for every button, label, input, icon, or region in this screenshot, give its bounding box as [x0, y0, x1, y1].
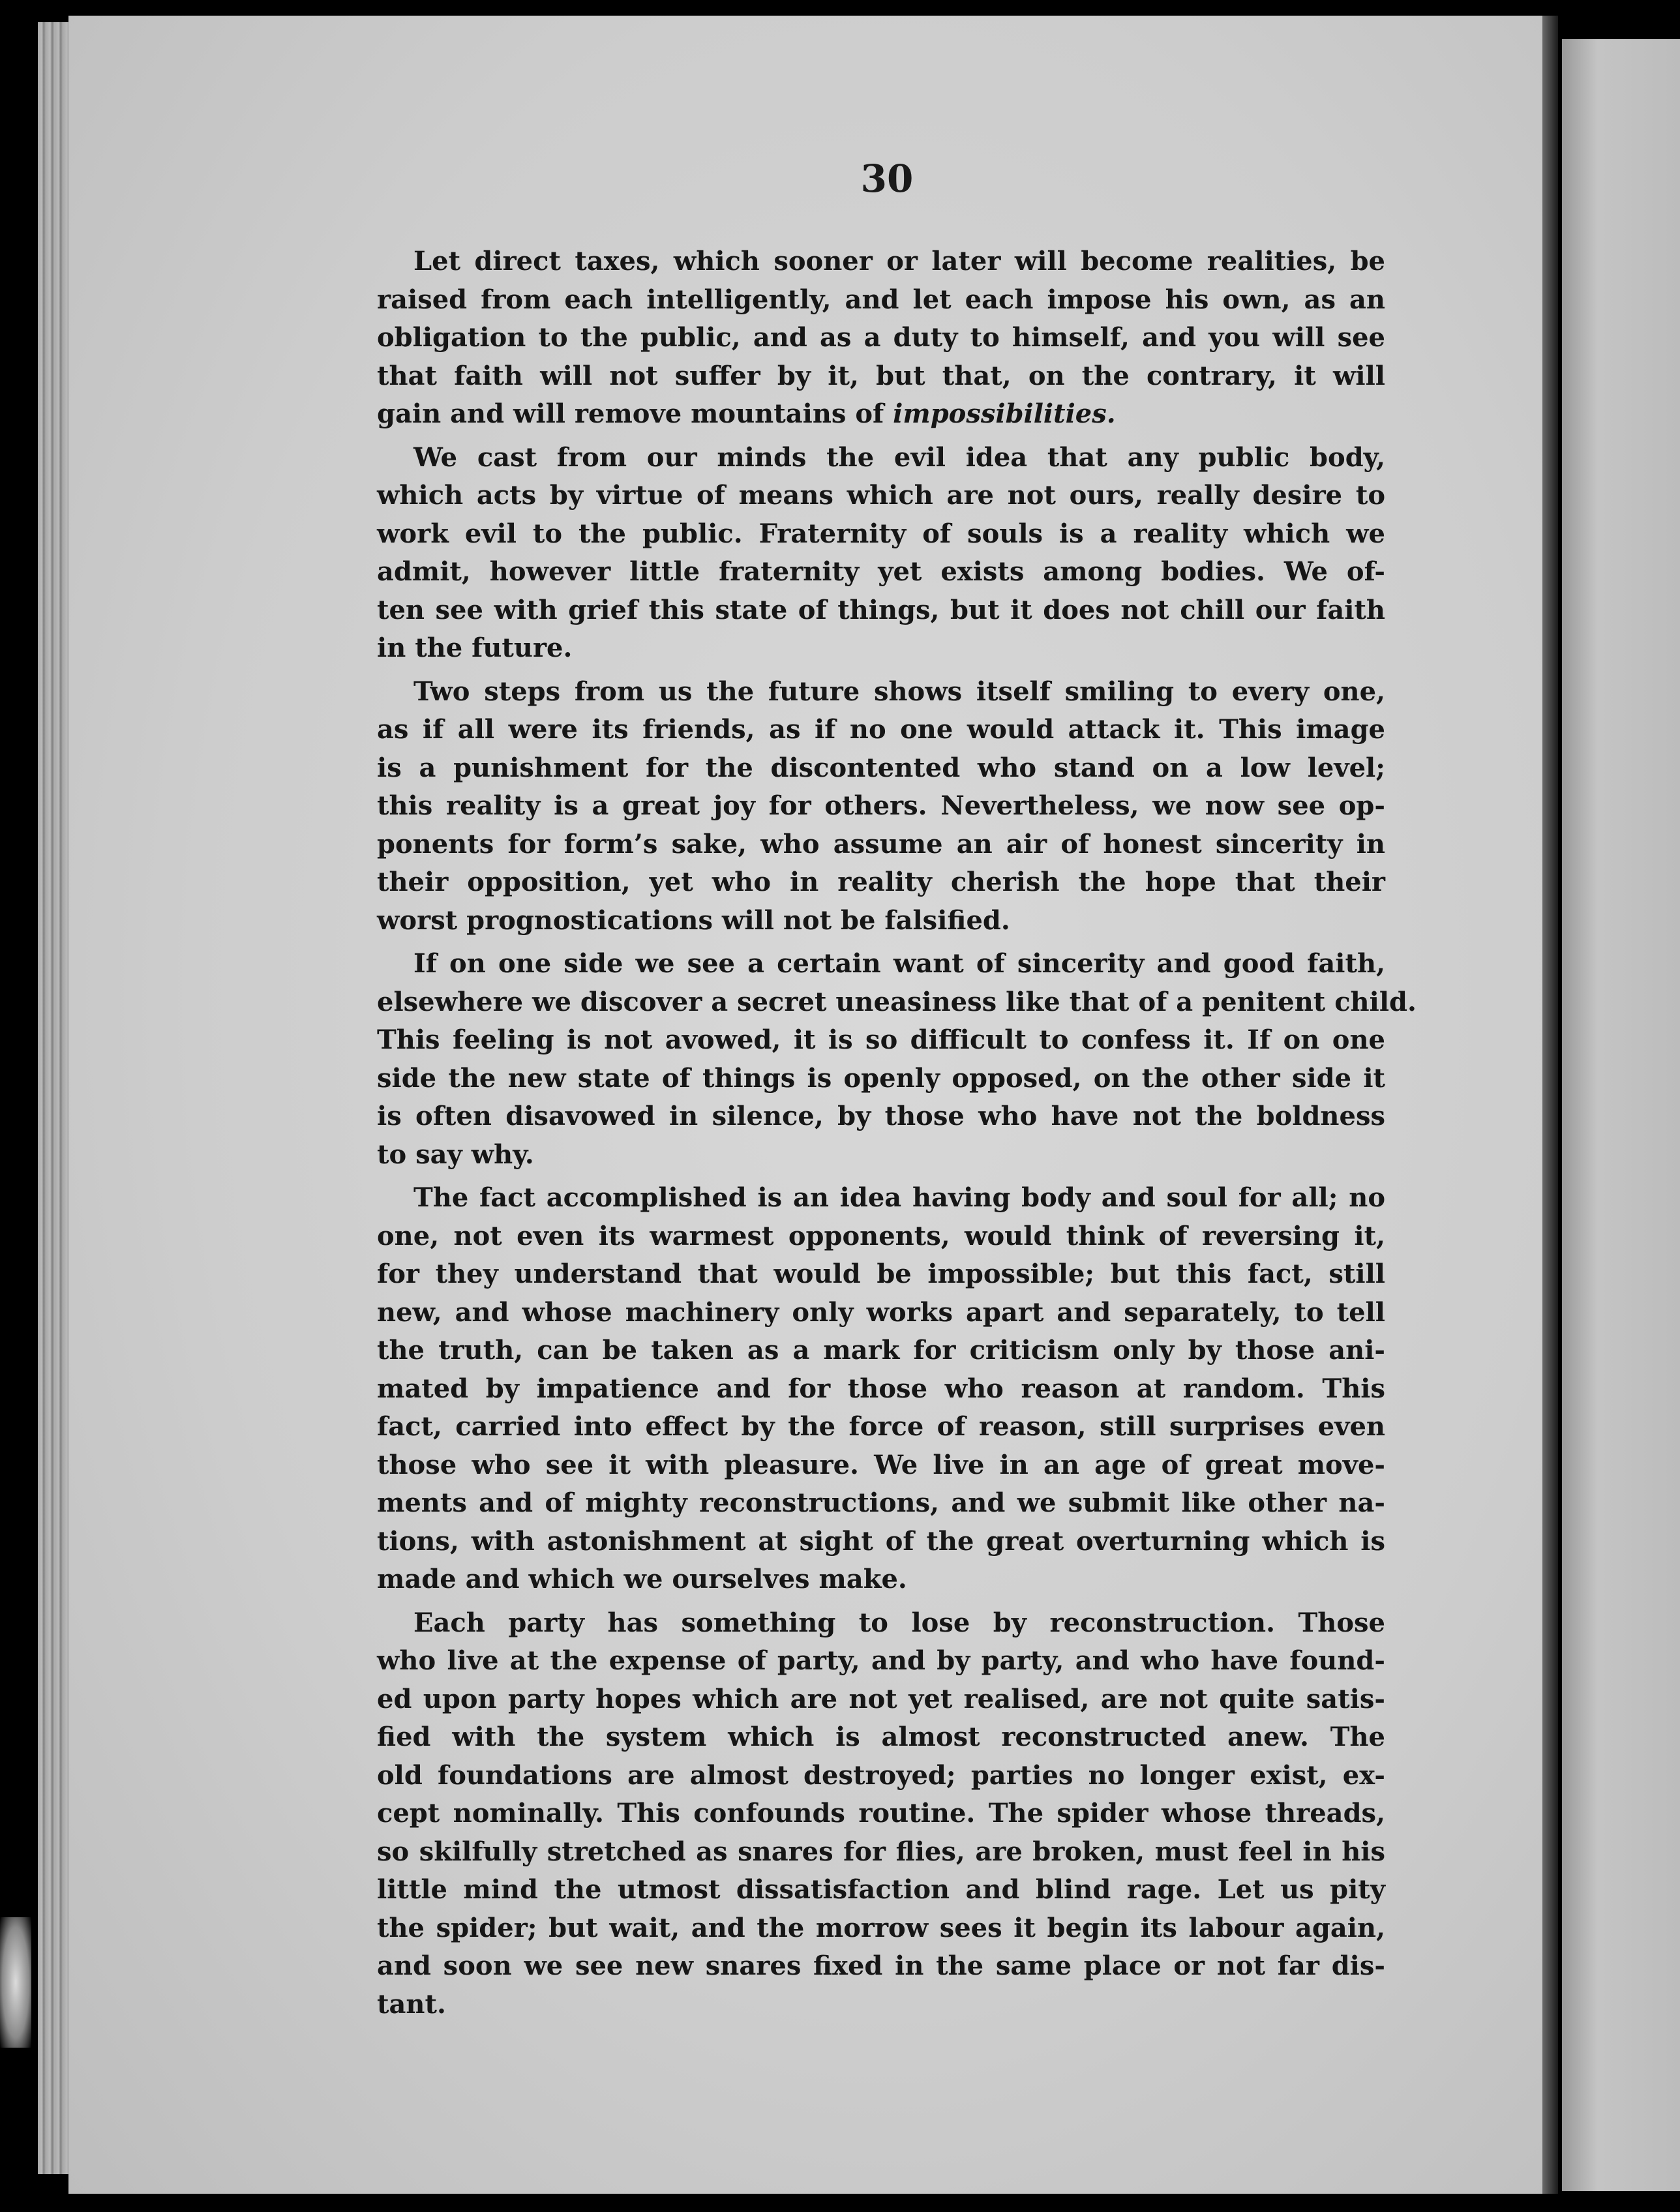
paragraph — [377, 945, 1417, 1174]
text-line: as if all were its friends, as if no one would attack it. This image — [377, 714, 1385, 745]
text-line: their opposition, yet who in reality cherish the hope that their — [377, 867, 1385, 897]
text-line: the spider; but wait, and the morrow sees it begin its labour again, — [377, 1912, 1385, 1943]
body-text — [377, 243, 1417, 2029]
text-line: elsewhere we discover a secret uneasiness like that of a penitent child. — [377, 986, 1417, 1017]
paragraph — [377, 439, 1385, 668]
text-line: raised from each intelligently, and let each impose his own, as an — [377, 284, 1385, 315]
text-line: is often disavowed in silence, by those who have not the boldness — [377, 1101, 1385, 1131]
text-line: old foundations are almost destroyed; parties no longer exist, ex- — [377, 1759, 1385, 1791]
text-line: is a punishment for the discontented who stand on a low level; — [377, 752, 1385, 783]
text-line: who live at the expense of party, and by party, and who have found- — [377, 1645, 1385, 1676]
text-line: worst prognostications will not be falsified. — [377, 904, 1010, 936]
text-line: side the new state of things is openly opposed, on the other side it — [377, 1062, 1385, 1094]
italic-text-run: impossibilities. — [893, 398, 1116, 429]
text-line: so skilfully stretched as snares for flies, are broken, must feel in his — [377, 1836, 1385, 1867]
text-run: gain and will remove mountains of — [377, 398, 893, 429]
text-line: this reality is a great joy for others. Nevertheless, we now see op- — [377, 790, 1385, 821]
book-gutter — [1542, 16, 1558, 2194]
text-line: fact, carried into effect by the force of reason, still surprises even — [377, 1411, 1385, 1442]
text-line: for they understand that would be impossible; but this fact, still — [377, 1259, 1385, 1289]
text-line: ponents for form’s sake, who assume an air of honest sincerity in — [377, 828, 1385, 859]
paragraph — [377, 1604, 1385, 2024]
text-line: The fact accomplished is an idea having body and soul for all; no — [413, 1182, 1385, 1213]
text-line: tant. — [377, 1988, 446, 2020]
text-line: that faith will not suffer by it, but that, on the contrary, it will — [377, 360, 1385, 391]
text-line: those who see it with pleasure. We live in an age of great move- — [377, 1449, 1385, 1480]
text-line: admit, however little fraternity yet exists among bodies. We of- — [377, 556, 1385, 587]
text-line: work evil to the public. Fraternity of souls is a reality which we — [377, 518, 1385, 549]
text-line: little mind the utmost dissatisfaction and blind rage. Let us pity — [377, 1874, 1385, 1905]
facing-page-edge — [1562, 39, 1680, 2191]
text-line: cept nominally. This confounds routine. The spider whose threads, — [377, 1798, 1385, 1829]
text-line: This feeling is not avowed, it is so difficult to confess it. If on one — [377, 1024, 1385, 1055]
text-line: ten see with grief this state of things, but it does not chill our faith — [377, 594, 1385, 625]
page-number: 30 — [860, 157, 914, 201]
text-line — [377, 395, 1385, 434]
text-line: If on one side we see a certain want of sincerity and good faith, — [413, 948, 1385, 979]
text-line: We cast from our minds the evil idea that any public body, — [413, 441, 1385, 473]
text-line: and soon we see new snares fixed in the same place or not far dis- — [377, 1950, 1385, 1981]
text-line: new, and whose machinery only works apart and separately, to tell — [377, 1296, 1385, 1328]
text-line: Let direct taxes, which sooner or later will become realities, be — [413, 246, 1385, 276]
text-line: ed upon party hopes which are not yet realised, are not quite satis- — [377, 1683, 1385, 1714]
text-line: the truth, can be taken as a mark for criticism only by those ani- — [377, 1335, 1385, 1366]
paragraph — [377, 1179, 1385, 1599]
paragraph — [377, 243, 1385, 434]
text-line: mated by impatience and for those who reason at random. This — [377, 1373, 1385, 1404]
text-line: fied with the system which is almost reconstructed anew. The — [377, 1722, 1385, 1752]
text-line: in the future. — [377, 633, 573, 663]
text-line: made and which we ourselves make. — [377, 1564, 907, 1594]
text-line: Two steps from us the future shows itself smiling to every one, — [413, 676, 1385, 707]
text-line: tions, with astonishment at sight of the great overturning which is — [377, 1525, 1385, 1557]
text-line: one, not even its warmest opponents, would think of reversing it, — [377, 1220, 1385, 1251]
text-line: to say why. — [377, 1139, 534, 1170]
edge-stain — [0, 1917, 31, 2048]
text-line: which acts by virtue of means which are not ours, really desire to — [377, 480, 1385, 511]
paragraph — [377, 673, 1385, 940]
text-line: ments and of mighty reconstructions, and we submit like other na- — [377, 1487, 1385, 1518]
text-line: Each party has something to lose by reconstruction. Those — [413, 1607, 1385, 1638]
text-line: obligation to the public, and as a duty to himself, and you will see — [377, 322, 1385, 353]
